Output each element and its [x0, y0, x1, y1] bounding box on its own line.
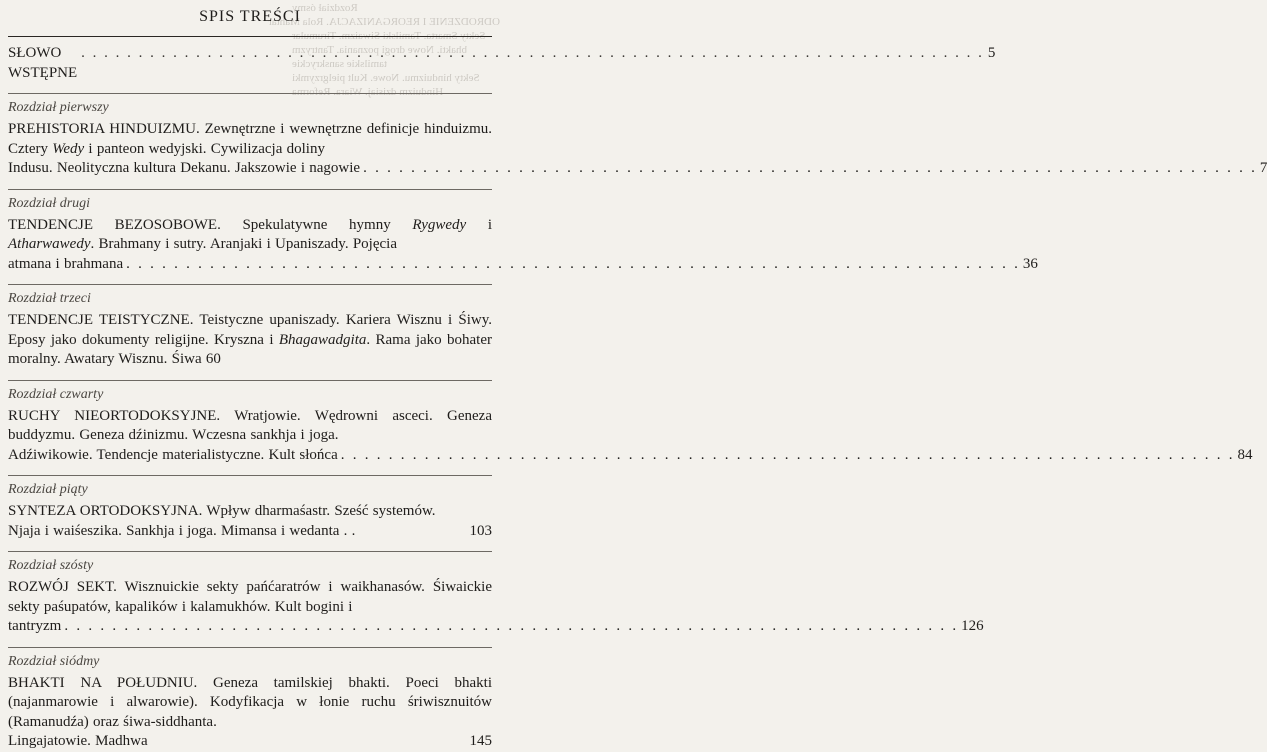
dot-leader — [81, 43, 984, 63]
page-number: 126 — [961, 618, 984, 634]
divider — [8, 36, 492, 37]
chapter-entry[interactable] — [8, 381, 1253, 466]
chapter-entry[interactable] — [8, 285, 492, 370]
bleed-through-line: ODRODZENIE I REORGANIZACJA. Rola Mahtar — [268, 16, 500, 28]
page-title: SPIS TREŚCI — [199, 8, 301, 25]
chapter-entry[interactable] — [8, 94, 1267, 179]
chapter-description: TENDENCJE TEISTYCZNE. Teistyczne upaniszady. Kariera Wisznu i Śiwy. Eposy jako dokumenty religijne. Kryszna i Bhagawadgita. Rama jako bohater moralny. Awatary Wisznu. Śiwa 60 — [8, 312, 492, 367]
chapter-label: Rozdział pierwszy — [8, 100, 109, 115]
bleed-through-line: Hinduizm dzisiaj. Wiara. Reforma — [292, 86, 444, 98]
chapter-description: ROZWÓJ SEKT. Wisznuickie sekty pańćaratrów i waikhanasów. Śiwaickie sekty paśupatów, kapalików i kalamukhów. Kult bogini i tantryzm . . . 126 — [8, 578, 492, 637]
page-number: 103 — [469, 522, 492, 539]
dot-leader — [341, 446, 1235, 466]
chapter-entry[interactable] — [8, 648, 492, 752]
bleed-through-line: bhakti. Nowe drogi poznania. Tantryzm — [292, 44, 467, 56]
chapter-label: Rozdział drugi — [8, 195, 91, 211]
chapter-label: Rozdział czwarty — [8, 386, 104, 402]
page-number: 5 — [987, 45, 996, 61]
chapter-label: Rozdział siódmy — [8, 653, 100, 669]
chapter-entry[interactable] — [8, 476, 492, 541]
entry-title: SŁOWO WSTĘPNE — [8, 45, 78, 81]
chapter-description: PREHISTORIA HINDUIZMU. Zewnętrzne i wewnętrzne definicje hinduizmu. Cztery Wedy i panteon wedyjski. Cywilizacja doliny Indusu. Neolityczna kultura Dekanu. Jakszowie i nagowie . . . 7 — [8, 120, 492, 179]
dot-leader — [363, 159, 1257, 179]
chapter-description: TENDENCJE BEZOSOBOWE. Spekulatywne hymny Rygwedy i Atharwawedy. Brahmany i sutry. Aranjaki i Upaniszady. Pojęcia atmana i brahmana . . . 36 — [8, 216, 492, 275]
bleed-through-line: Sekty hinduizmu. Nowe. Kult pielgrzymki — [292, 72, 480, 84]
chapter-label: Rozdział piąty — [8, 482, 88, 497]
chapter-description: RUCHY NIEORTODOKSYJNE. Wratjowie. Wędrowni asceci. Geneza buddyzmu. Geneza dźinizmu. Wczesna sankhja i joga. Adźiwikowie. Tendencje materialistyczne. Kult słońca . . . 84 — [8, 407, 492, 466]
bleed-through-line: Rozdział ósmy — [292, 2, 358, 14]
chapter-description: SYNTEZA ORTODOKSYJNA. Wpływ dharmaśastr. Sześć systemów. Njaja i waiśeszika. Sankhja i joga. Mimansa i wedanta . . 103 — [8, 502, 492, 541]
chapter-label: Rozdział szósty — [8, 558, 94, 573]
page-number: 60 — [205, 351, 221, 367]
dot-leader — [64, 617, 958, 637]
toc-page — [8, 0, 1267, 752]
chapter-entry[interactable] — [8, 190, 1038, 275]
page-number: 7 — [1259, 160, 1267, 176]
chapter-entry[interactable] — [8, 552, 984, 637]
dot-leader — [126, 255, 1020, 275]
page-number: 145 — [469, 733, 492, 749]
toc-entry-intro[interactable] — [8, 43, 996, 83]
bleed-through-line: tamilskie sanskryckie — [292, 58, 388, 70]
bleed-through-line: Sekty Smarta. Tamilski Siwaizm. Tirumular — [292, 30, 486, 42]
page-number: 84 — [1237, 446, 1253, 463]
chapter-label: Rozdział trzeci — [8, 291, 91, 306]
chapter-description: BHAKTI NA POŁUDNIU. Geneza tamilskiej bhakti. Poeci bhakti (najanmarowie i alwarowie). Kodyfikacja w łonie ruchu śriwisznuitów (Ramanudźa) oraz śiwa-siddhanta. Lingajatowie. Madhwa 145 — [8, 674, 492, 752]
page-number: 36 — [1022, 255, 1038, 272]
